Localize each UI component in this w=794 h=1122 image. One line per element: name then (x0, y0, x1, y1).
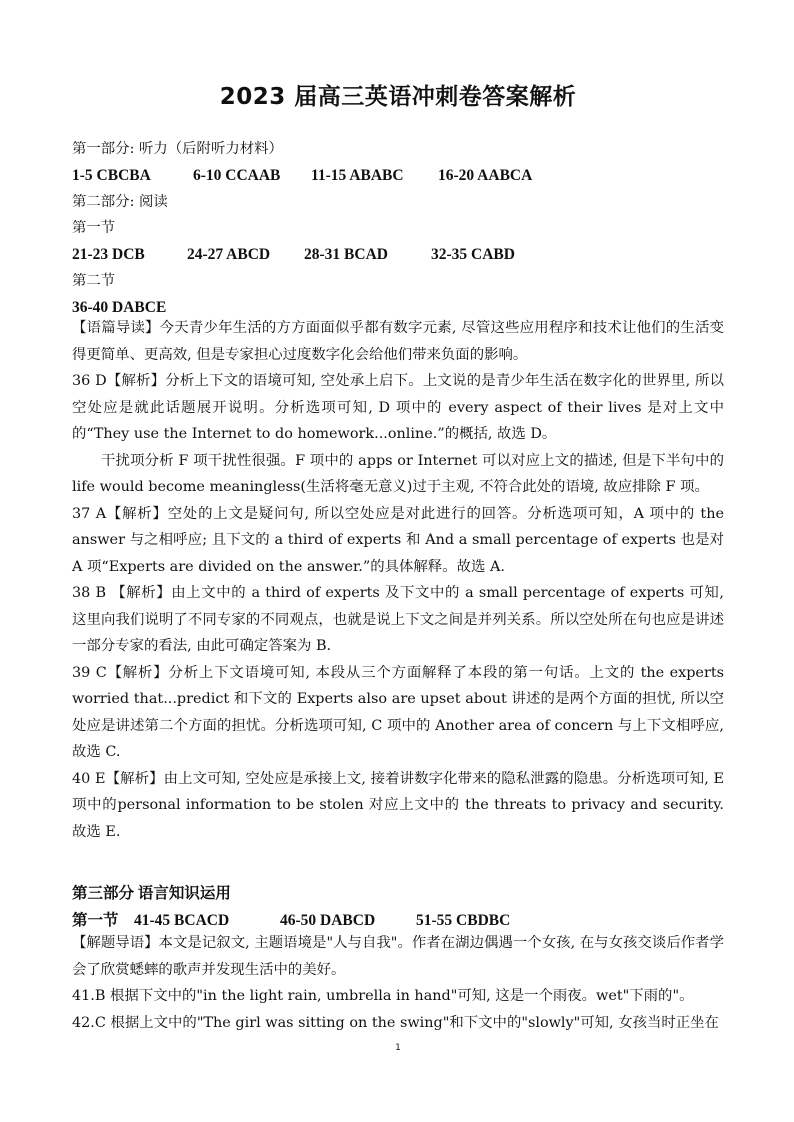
answer-group: 6-10 CCAAB (193, 167, 281, 184)
answer-group: 1-5 CBCBA (72, 167, 151, 184)
cloze-explanations (72, 930, 724, 1036)
answer-group: 32-35 CABD (431, 246, 515, 263)
explanation-38: 38 B 【解析】由上文中的 a third of experts 及下文中的 a small percentage of experts 可知, 这里向我们说明了不同专家的不同观点，也就是说上下文之间是并列关系。所以空处所在句也应是讲述一部分专家的看法, 由此可确定答案为 B. (72, 585, 724, 654)
explanation-39: 39 C【解析】分析上下文语境可知, 本段从三个方面解释了本段的第一句话。上文的 the experts worried that...predict 和下文的 Experts also are upset about 讲述的是两个方面的担忧, 所以空处应是讲述第二个方面的担忧。分析选项可知, C 项中的 Another area of concern 与上下文相呼应, 故选 C. (72, 664, 724, 760)
answer-group: 16-20 AABCA (438, 167, 533, 184)
answer-group: 28-31 BCAD (304, 246, 388, 263)
distractor-analysis: 干扰项分析 F 项干扰性很强。F 项中的 apps or Internet 可以对应上文的描述, 但是下半句中的 life would become meaningless(生活将毫无意义)过于主观, 不符合此处的语境, 故应排除 F 项。 (72, 452, 724, 495)
explanation-41: 41.B 根据下文中的"in the light rain, umbrella in hand"可知, 这是一个雨夜。wet"下雨的"。 (72, 988, 694, 1004)
section1-heading: 第一节 (72, 220, 116, 236)
passage-guide: 【语篇导读】今天青少年生活的方方面面似乎都有数字元素, 尽管这些应用程序和技术让他们的生活变得更简单、更高效, 但是专家担心过度数字化会给他们带来负面的影响。 (72, 320, 724, 363)
part1-heading: 第一部分: 听力（后附听力材料） (72, 141, 283, 157)
section2-heading: 第二节 (72, 273, 116, 289)
explanation-37: 37 A【解析】空处的上文是疑问句, 所以空处应是对此进行的回答。分析选项可知，A 项中的 the answer 与之相呼应; 且下文的 a third of experts 和 And a small percentage of experts 也是对 A 项“Experts are divided on the answer.”的具体解释。故选 A. (72, 505, 724, 575)
answer-group: 24-27 ABCD (187, 246, 271, 263)
section-label: 第一节 (72, 912, 119, 929)
cloze-guide: 【解题导语】本文是记叙文, 主题语境是"人与自我"。作者在湖边偶遇一个女孩, 在与女孩交谈后作者学会了欣赏蟋蟀的歌声并发现生活中的美好。 (72, 935, 724, 978)
answer-group: 41-45 BCACD (134, 912, 230, 929)
answer-group: 21-23 DCB (72, 246, 145, 263)
answer-group: 11-15 ABABC (311, 167, 404, 184)
page-number: 1 (395, 1043, 401, 1053)
explanation-42: 42.C 根据上文中的"The girl was sitting on the swing"和下文中的"slowly"可知, 女孩当时正坐在 (72, 1014, 719, 1031)
page-title: 2023 届高三英语冲刺卷答案解析 (219, 84, 577, 110)
part3-heading: 第三部分 语言知识运用 (72, 885, 231, 902)
answer-group: 51-55 CBDBC (416, 912, 511, 929)
section2-answers: 36-40 DABCE (72, 299, 167, 316)
explanation-36: 36 D【解析】分析上下文的语境可知, 空处承上启下。上文说的是青少年生活在数字化的世界里, 所以空处应是就此话题展开说明。分析选项可知, D 项中的 every aspect of their lives 是对上文中的“They use the Internet to do homework...online.”的概括, 故选 D。 (72, 373, 724, 442)
part2-heading: 第二部分: 阅读 (72, 194, 168, 210)
explanation-40: 40 E【解析】由上文可知, 空处应是承接上文, 接着讲数字化带来的隐私泄露的隐患。分析选项可知, E 项中的personal information to be stolen 对应上文中的 the threats to privacy and security. 故选 E. (72, 770, 724, 840)
reading-explanations (72, 315, 724, 845)
answer-group: 46-50 DABCD (280, 912, 376, 929)
